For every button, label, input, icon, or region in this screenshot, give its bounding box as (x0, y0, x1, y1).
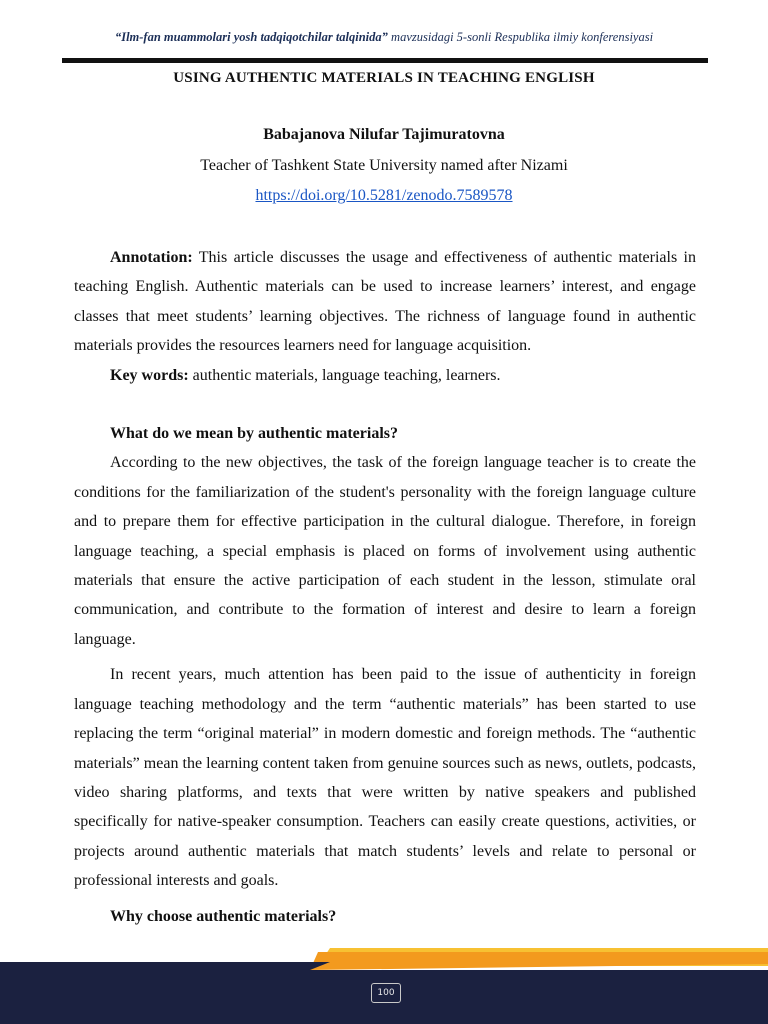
running-header (0, 30, 768, 45)
annotation-paragraph (74, 243, 696, 361)
header-rule (62, 58, 708, 63)
body-paragraph: According to the new objectives, the task of the foreign language teacher is to create the conditions for the familiarization of the student's personality with the foreign language culture and to prepare them for effective participation in the cultural dialogue. Therefore, in foreign language teaching, a special emphasis is placed on forms of involvement using authentic materials that ensure the active participation of each student in the lesson, stimulate oral communication, and contribute to the formation of interest and desire to learn a foreign language. (74, 454, 696, 648)
conference-subtitle: mavzusidagi 5-sonli Respublika ilmiy konferensiyasi (391, 30, 654, 44)
author-name: Babajanova Nilufar Tajimuratovna (263, 126, 505, 143)
keywords-label: Key words: (110, 366, 189, 384)
doi-link[interactable]: https://doi.org/10.5281/zenodo.7589578 (255, 187, 513, 204)
keywords-text: authentic materials, language teaching, learners. (188, 366, 501, 384)
section-heading: Why choose authentic materials? (110, 907, 337, 925)
footer-orange-stripe (310, 952, 768, 970)
conference-title: “Ilm-fan muammolari yosh tadqiqotchilar talqinida” (114, 30, 388, 44)
page-number: 100 (371, 983, 401, 1003)
author-affiliation: Teacher of Tashkent State University named after Nizami (200, 157, 568, 174)
body-paragraph: In recent years, much attention has been paid to the issue of authenticity in foreign language teaching methodology and the term “authentic materials” has been started to use replacing the term “original material” in modern domestic and foreign methods. The “authentic materials” mean the learning content taken from genuine sources such as news, outlets, podcasts, video sharing platforms, and texts that were written by native speakers and published specifically for native-speaker consumption. Teachers can easily create questions, activities, or projects around authentic materials that match students’ levels and relate to personal or professional interests and goals. (74, 666, 696, 890)
annotation-label: Annotation: (110, 249, 193, 266)
article-title: USING AUTHENTIC MATERIALS IN TEACHING ENGLISH (173, 70, 595, 86)
article-body (74, 243, 696, 931)
section-heading: What do we mean by authentic materials? (110, 425, 398, 443)
annotation-text: This article discusses the usage and effectiveness of authentic materials in teaching English. Authentic materials can be used to increase learners’ interest, and engage classes that meet students’ learning objectives. The richness of language found in authentic materials provides the resources learners need for language acquisition. (74, 249, 696, 355)
keywords-paragraph (74, 361, 696, 390)
